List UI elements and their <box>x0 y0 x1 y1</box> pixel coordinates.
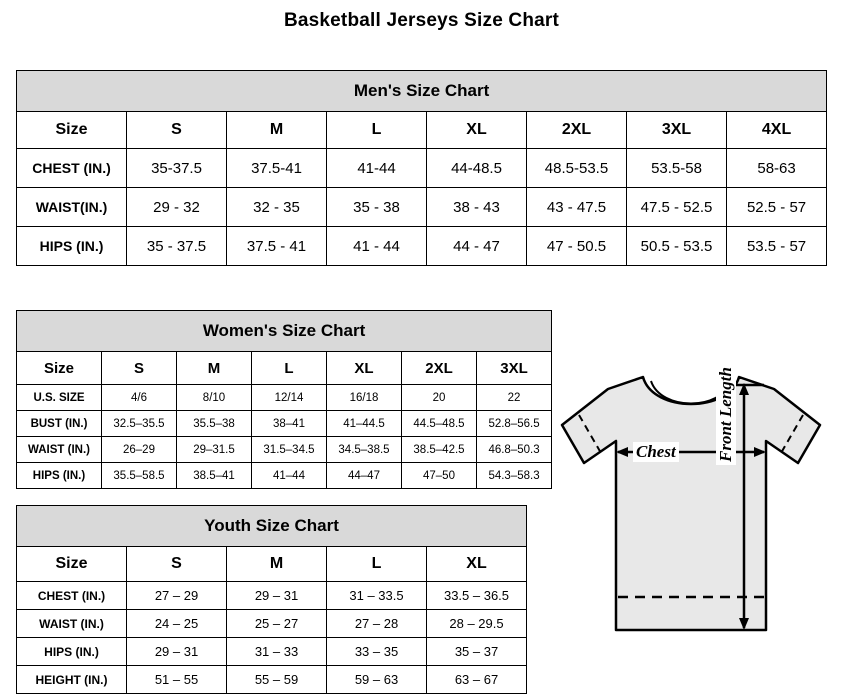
table-row <box>17 582 527 610</box>
mens-cell-waist-s: 29 - 32 <box>127 188 227 227</box>
youth-chart-title-row <box>17 506 527 547</box>
mens-row-label-hips: HIPS (IN.) <box>17 227 127 266</box>
mens-cell-chest-3xl: 53.5-58 <box>627 149 727 188</box>
womens-header-cell-2xl: 2XL <box>402 352 477 385</box>
table-row <box>17 227 827 266</box>
womens-row-label-hips: HIPS (IN.) <box>17 463 102 489</box>
table-row <box>17 411 552 437</box>
youth-cell-hips-m: 31 – 33 <box>227 638 327 666</box>
youth-cell-hips-l: 33 – 35 <box>327 638 427 666</box>
mens-header-cell-m: M <box>227 112 327 149</box>
womens-header-cell-3xl: 3XL <box>477 352 552 385</box>
womens-cell-bust-3xl: 52.8–56.5 <box>477 411 552 437</box>
mens-cell-waist-m: 32 - 35 <box>227 188 327 227</box>
mens-cell-hips-l: 41 - 44 <box>327 227 427 266</box>
page-title: Basketball Jerseys Size Chart <box>283 10 560 31</box>
jersey-measurement-diagram <box>548 355 838 680</box>
youth-cell-waist-l: 27 – 28 <box>327 610 427 638</box>
youth-row-label-hips: HIPS (IN.) <box>17 638 127 666</box>
youth-size-chart-table <box>16 505 527 694</box>
womens-cell-bust-l: 38–41 <box>252 411 327 437</box>
youth-cell-height-s: 51 – 55 <box>127 666 227 694</box>
table-row <box>17 610 527 638</box>
womens-cell-hips-m: 38.5–41 <box>177 463 252 489</box>
mens-cell-waist-xl: 38 - 43 <box>427 188 527 227</box>
mens-cell-hips-2xl: 47 - 50.5 <box>527 227 627 266</box>
youth-cell-chest-xl: 33.5 – 36.5 <box>427 582 527 610</box>
womens-cell-bust-m: 35.5–38 <box>177 411 252 437</box>
mens-cell-hips-3xl: 50.5 - 53.5 <box>627 227 727 266</box>
youth-header-cell-xl: XL <box>427 547 527 582</box>
womens-cell-hips-s: 35.5–58.5 <box>102 463 177 489</box>
mens-cell-hips-m: 37.5 - 41 <box>227 227 327 266</box>
womens-cell-bust-xl: 41–44.5 <box>327 411 402 437</box>
womens-cell-ussize-m: 8/10 <box>177 385 252 411</box>
youth-cell-chest-m: 29 – 31 <box>227 582 327 610</box>
youth-cell-chest-l: 31 – 33.5 <box>327 582 427 610</box>
mens-cell-waist-4xl: 52.5 - 57 <box>727 188 827 227</box>
table-row <box>17 188 827 227</box>
womens-header-cell-l: L <box>252 352 327 385</box>
chest-label: Chest <box>633 442 679 462</box>
mens-header-cell-xl: XL <box>427 112 527 149</box>
mens-header-cell-s: S <box>127 112 227 149</box>
womens-cell-bust-s: 32.5–35.5 <box>102 411 177 437</box>
womens-row-label-bust: BUST (IN.) <box>17 411 102 437</box>
mens-size-chart-table <box>16 70 827 266</box>
womens-cell-bust-2xl: 44.5–48.5 <box>402 411 477 437</box>
mens-cell-hips-s: 35 - 37.5 <box>127 227 227 266</box>
table-row <box>17 666 527 694</box>
womens-header-cell-m: M <box>177 352 252 385</box>
womens-cell-hips-3xl: 54.3–58.3 <box>477 463 552 489</box>
youth-header-cell-size: Size <box>17 547 127 582</box>
mens-header-cell-3xl: 3XL <box>627 112 727 149</box>
mens-header-cell-2xl: 2XL <box>527 112 627 149</box>
mens-cell-chest-2xl: 48.5-53.5 <box>527 149 627 188</box>
youth-header-cell-s: S <box>127 547 227 582</box>
mens-chart-title-row <box>17 71 827 112</box>
youth-row-label-waist: WAIST (IN.) <box>17 610 127 638</box>
youth-header-cell-m: M <box>227 547 327 582</box>
womens-cell-waist-3xl: 46.8–50.3 <box>477 437 552 463</box>
womens-row-label-us-size: U.S. SIZE <box>17 385 102 411</box>
table-row <box>17 385 552 411</box>
womens-cell-ussize-3xl: 22 <box>477 385 552 411</box>
mens-chart-title: Men's Size Chart <box>17 71 827 112</box>
mens-cell-chest-4xl: 58-63 <box>727 149 827 188</box>
youth-cell-height-xl: 63 – 67 <box>427 666 527 694</box>
mens-cell-waist-l: 35 - 38 <box>327 188 427 227</box>
youth-cell-waist-m: 25 – 27 <box>227 610 327 638</box>
womens-cell-hips-2xl: 47–50 <box>402 463 477 489</box>
womens-header-row <box>17 352 552 385</box>
youth-row-label-chest: CHEST (IN.) <box>17 582 127 610</box>
mens-cell-chest-xl: 44-48.5 <box>427 149 527 188</box>
mens-cell-chest-s: 35-37.5 <box>127 149 227 188</box>
table-row <box>17 149 827 188</box>
womens-chart-title: Women's Size Chart <box>17 311 552 352</box>
mens-cell-waist-2xl: 43 - 47.5 <box>527 188 627 227</box>
mens-cell-waist-3xl: 47.5 - 52.5 <box>627 188 727 227</box>
mens-header-row <box>17 112 827 149</box>
mens-cell-hips-xl: 44 - 47 <box>427 227 527 266</box>
mens-cell-chest-l: 41-44 <box>327 149 427 188</box>
front-length-label: Front Length <box>716 364 736 465</box>
table-row <box>17 463 552 489</box>
mens-header-cell-4xl: 4XL <box>727 112 827 149</box>
womens-cell-waist-l: 31.5–34.5 <box>252 437 327 463</box>
womens-header-cell-xl: XL <box>327 352 402 385</box>
womens-cell-ussize-xl: 16/18 <box>327 385 402 411</box>
womens-cell-waist-s: 26–29 <box>102 437 177 463</box>
youth-cell-hips-s: 29 – 31 <box>127 638 227 666</box>
mens-cell-hips-4xl: 53.5 - 57 <box>727 227 827 266</box>
womens-cell-ussize-s: 4/6 <box>102 385 177 411</box>
womens-size-chart-table <box>16 310 552 489</box>
youth-cell-waist-xl: 28 – 29.5 <box>427 610 527 638</box>
womens-row-label-waist: WAIST (IN.) <box>17 437 102 463</box>
table-row <box>17 437 552 463</box>
mens-header-cell-size: Size <box>17 112 127 149</box>
youth-row-label-height: HEIGHT (IN.) <box>17 666 127 694</box>
table-row <box>17 638 527 666</box>
womens-cell-ussize-l: 12/14 <box>252 385 327 411</box>
mens-row-label-waist: WAIST(IN.) <box>17 188 127 227</box>
youth-header-cell-l: L <box>327 547 427 582</box>
womens-header-cell-size: Size <box>17 352 102 385</box>
womens-cell-waist-m: 29–31.5 <box>177 437 252 463</box>
mens-header-cell-l: L <box>327 112 427 149</box>
womens-cell-waist-xl: 34.5–38.5 <box>327 437 402 463</box>
youth-cell-chest-s: 27 – 29 <box>127 582 227 610</box>
womens-cell-hips-l: 41–44 <box>252 463 327 489</box>
womens-chart-title-row <box>17 311 552 352</box>
jersey-outline <box>562 377 820 630</box>
womens-cell-waist-2xl: 38.5–42.5 <box>402 437 477 463</box>
womens-header-cell-s: S <box>102 352 177 385</box>
youth-cell-height-m: 55 – 59 <box>227 666 327 694</box>
youth-cell-height-l: 59 – 63 <box>327 666 427 694</box>
youth-chart-title: Youth Size Chart <box>17 506 527 547</box>
youth-header-row <box>17 547 527 582</box>
mens-cell-chest-m: 37.5-41 <box>227 149 327 188</box>
womens-cell-ussize-2xl: 20 <box>402 385 477 411</box>
youth-cell-waist-s: 24 – 25 <box>127 610 227 638</box>
youth-cell-hips-xl: 35 – 37 <box>427 638 527 666</box>
mens-row-label-chest: CHEST (IN.) <box>17 149 127 188</box>
womens-cell-hips-xl: 44–47 <box>327 463 402 489</box>
